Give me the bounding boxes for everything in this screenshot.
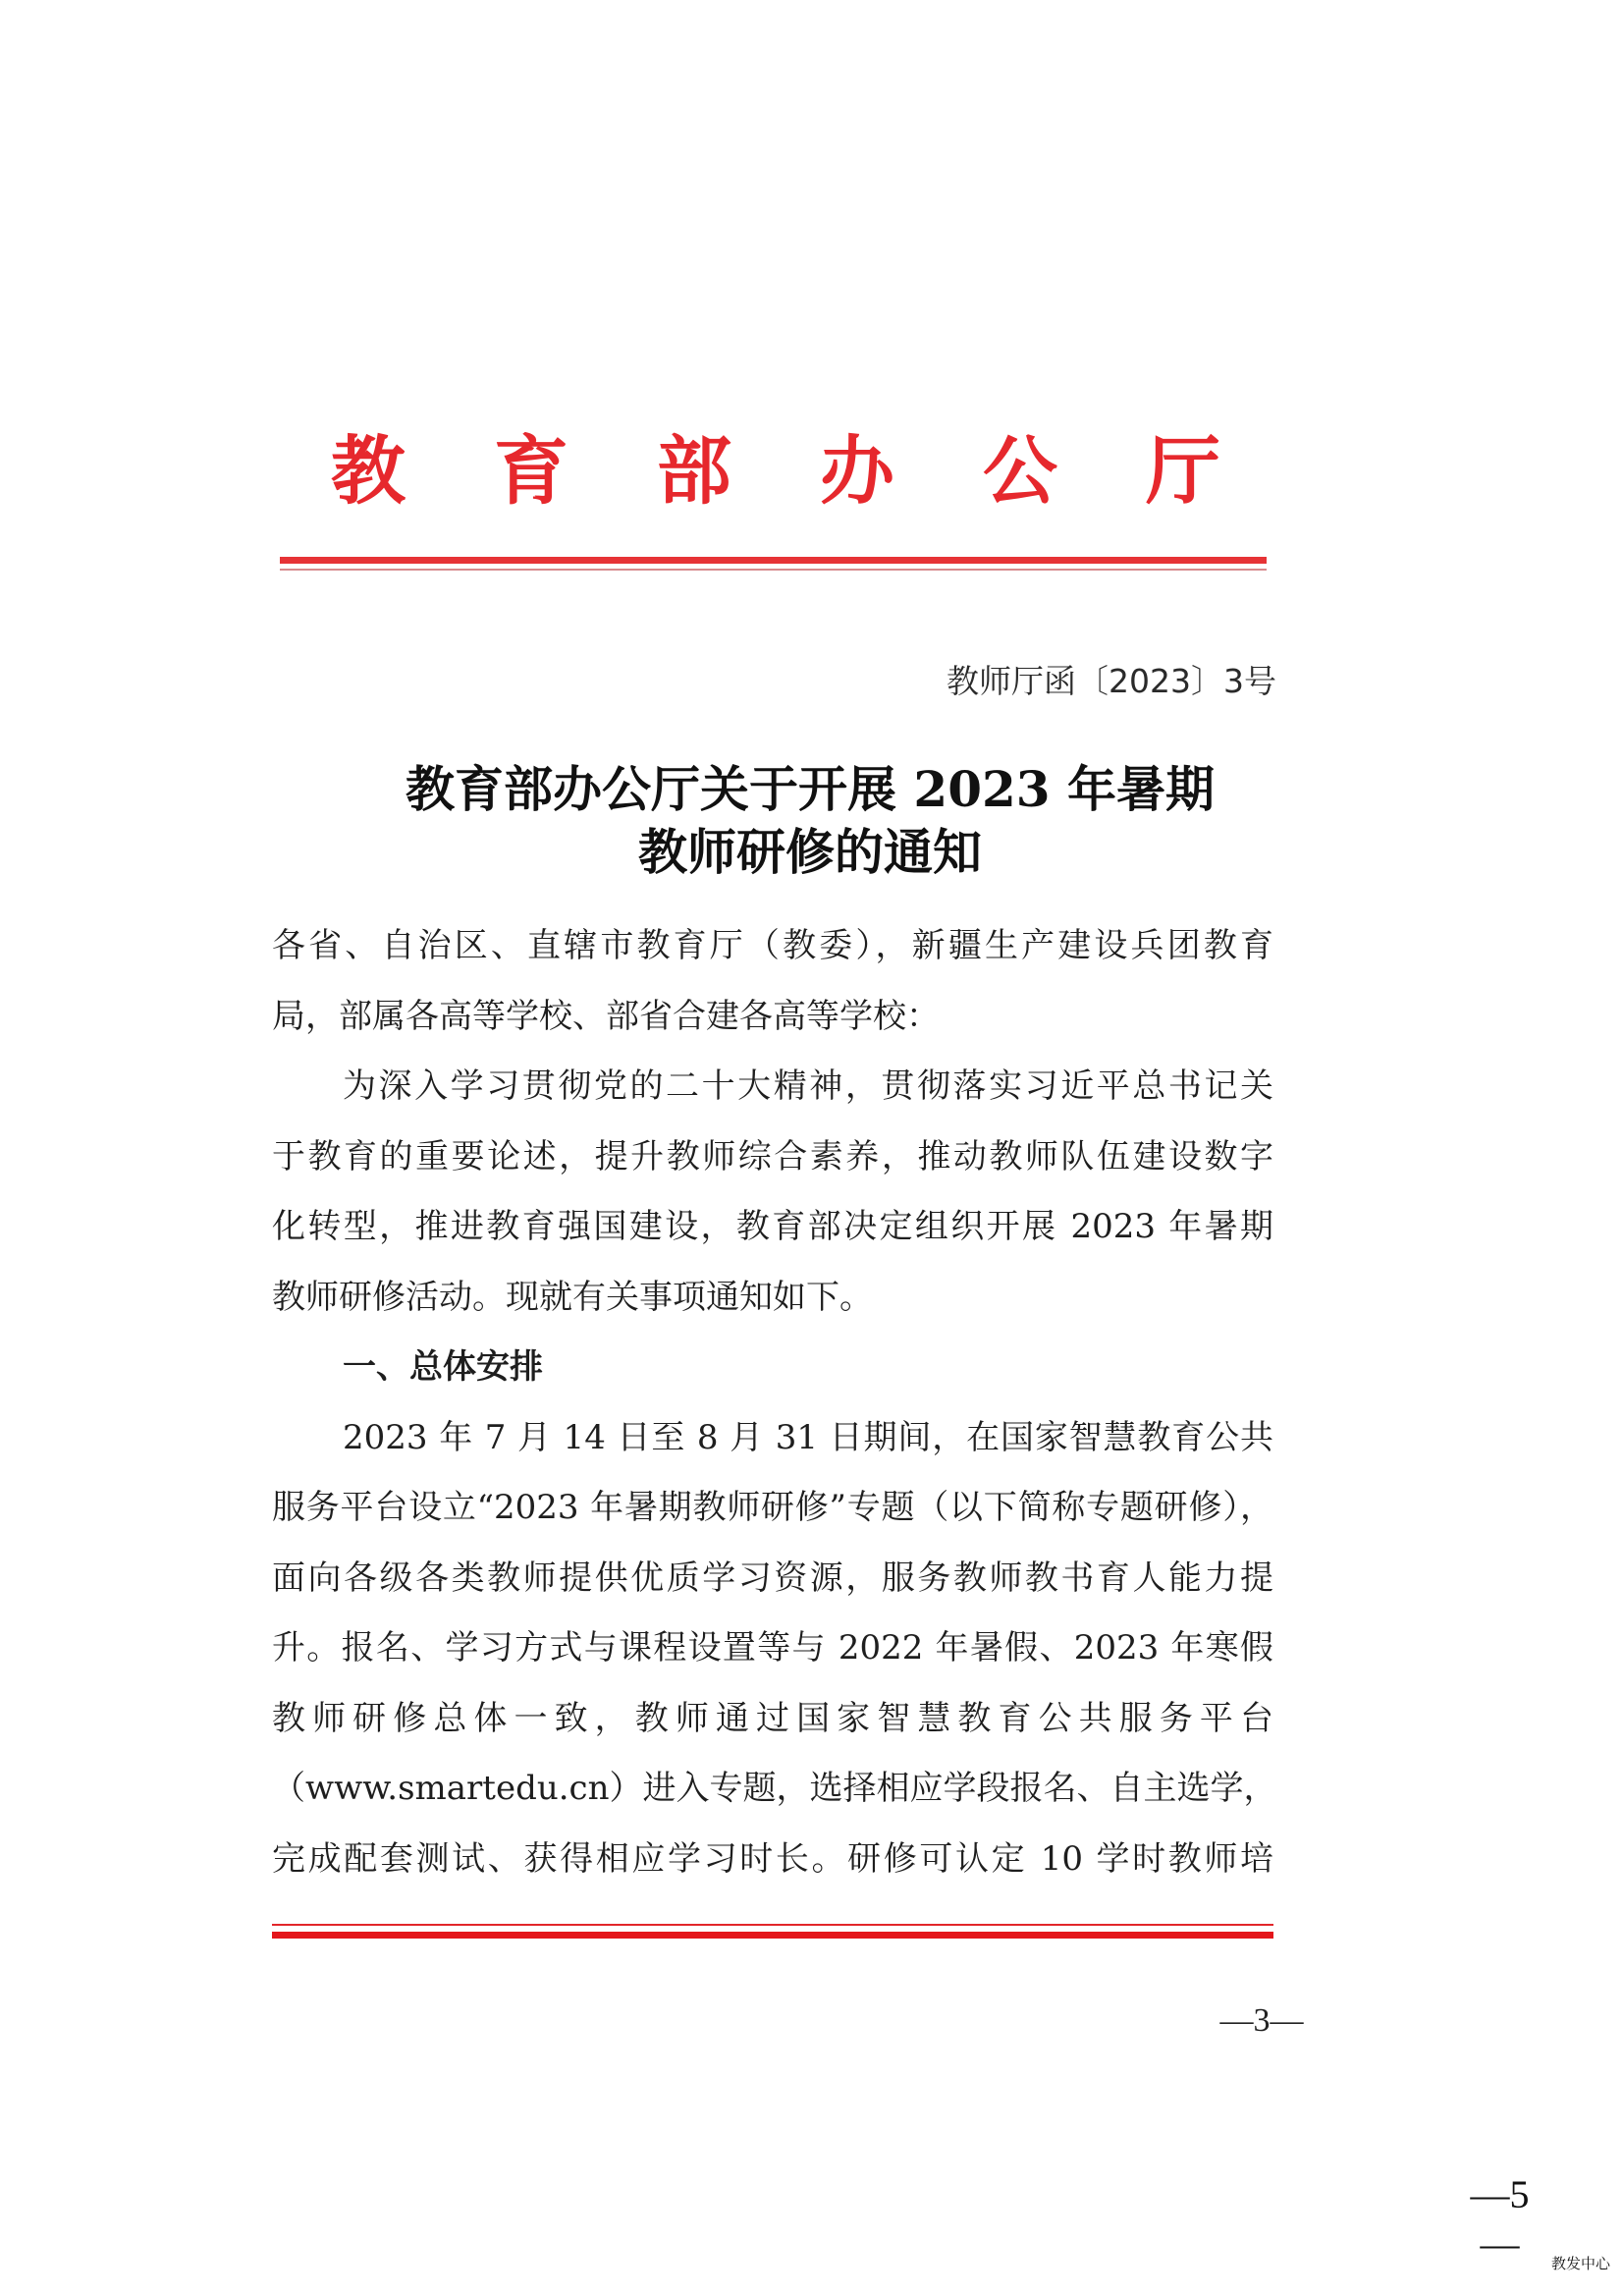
body-line: 服务平台设立“2023 年暑期教师研修”专题（以下简称专题研修）， bbox=[272, 1488, 1273, 1527]
watermark-label: 教发中心 bbox=[1551, 2255, 1611, 2272]
masthead-char: 厅 bbox=[1146, 427, 1220, 515]
document-title-line-1: 教育部办公厅关于开展 2023 年暑期 bbox=[406, 760, 1215, 818]
masthead-issuer bbox=[324, 424, 1227, 518]
body-line: 2023 年 7 月 14 日至 8 月 31 日期间，在国家智慧教育公共 bbox=[343, 1418, 1273, 1457]
body-line: 化转型，推进教育强国建设，教育部决定组织开展 2023 年暑期 bbox=[272, 1207, 1273, 1246]
masthead-char: 育 bbox=[494, 427, 568, 515]
body-line: 升。报名、学习方式与课程设置等与 2022 年暑假、2023 年寒假 bbox=[272, 1628, 1273, 1667]
body-line: 教师研修总体一致，教师通过国家智慧教育公共服务平台 bbox=[272, 1699, 1273, 1738]
body-line: 各省、自治区、直辖市教育厅（教委），新疆生产建设兵团教育 bbox=[272, 926, 1273, 965]
body-line: 局，部属各高等学校、部省合建各高等学校： bbox=[272, 997, 940, 1036]
body-line: 完成配套测试、获得相应学习时长。研修可认定 10 学时教师培 bbox=[272, 1839, 1273, 1879]
masthead-char: 办 bbox=[820, 427, 894, 515]
masthead-char: 公 bbox=[983, 427, 1057, 515]
masthead-rule-thin bbox=[280, 569, 1267, 571]
body-line: 于教育的重要论述，提升教师综合素养，推动教师队伍建设数字 bbox=[272, 1137, 1273, 1176]
masthead-rule-thick bbox=[280, 557, 1267, 564]
footer-rule-thin bbox=[272, 1924, 1273, 1926]
document-number: 教师厅函〔2023〕3号 bbox=[947, 662, 1276, 700]
footer-rule-thick bbox=[272, 1932, 1273, 1939]
body-line: 面向各级各类教师提供优质学习资源，服务教师教书育人能力提 bbox=[272, 1558, 1273, 1598]
inner-page-number: —3— bbox=[1219, 2002, 1304, 2039]
outer-page-number: —5— bbox=[1470, 2172, 1530, 2266]
body-line: 教师研修活动。现就有关事项通知如下。 bbox=[272, 1278, 873, 1317]
masthead-char: 教 bbox=[331, 427, 406, 515]
body-line: 为深入学习贯彻党的二十大精神，贯彻落实习近平总书记关 bbox=[343, 1066, 1273, 1106]
document-title-line-2: 教师研修的通知 bbox=[638, 823, 982, 881]
body-line: （www.smartedu.cn）进入专题，选择相应学段报名、自主选学， bbox=[272, 1769, 1277, 1808]
masthead-char: 部 bbox=[657, 427, 731, 515]
section-heading: 一、总体安排 bbox=[343, 1347, 543, 1387]
